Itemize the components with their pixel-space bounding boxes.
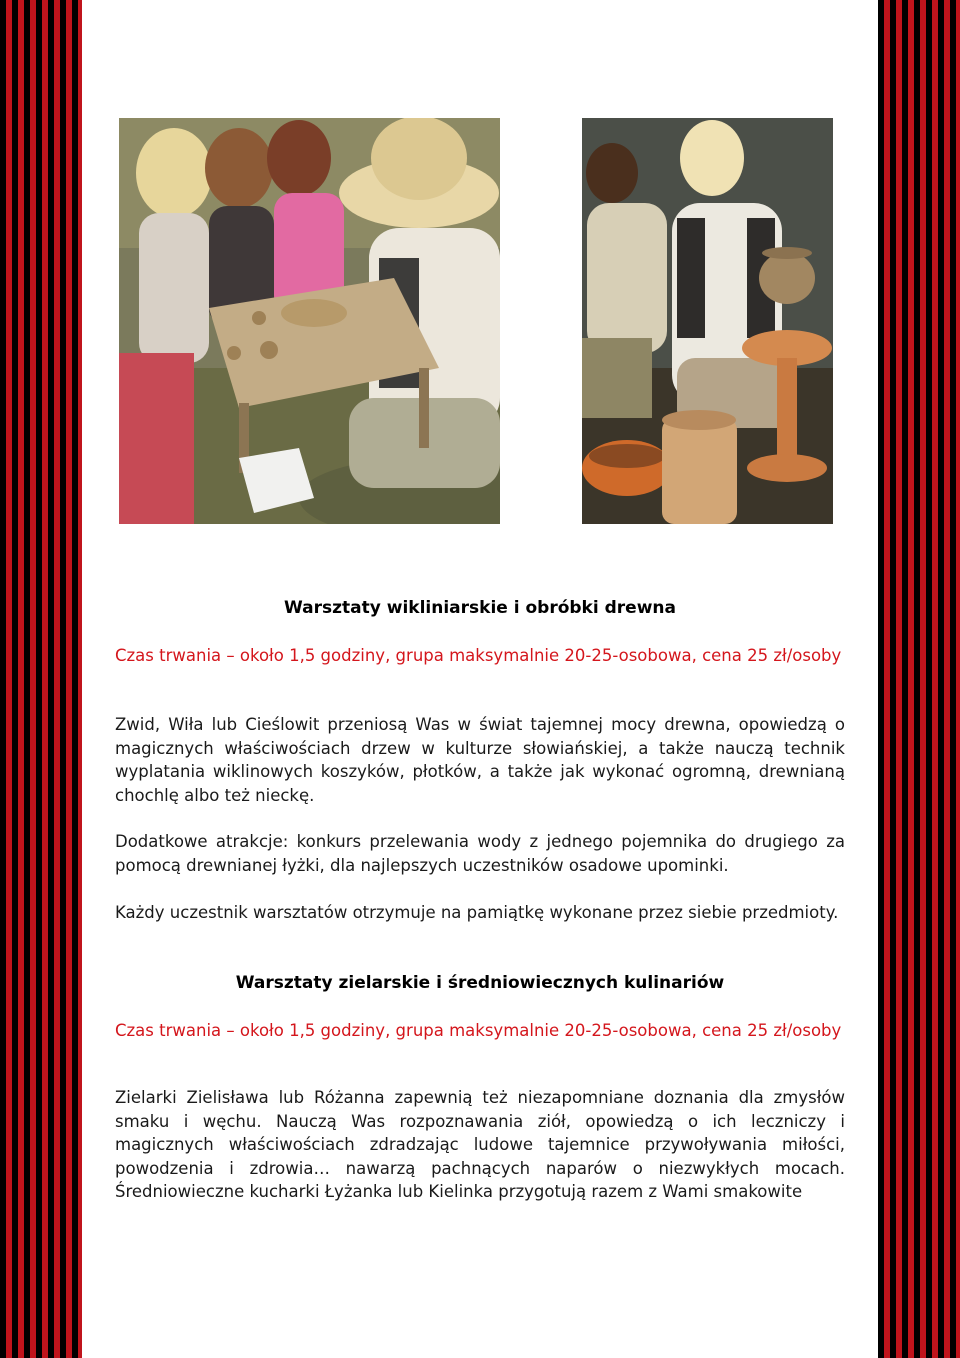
section-title-wicker-woodwork: Warsztaty wikliniarskie i obróbki drewna: [284, 598, 676, 618]
photo-pottery-wheel: [582, 118, 833, 524]
decorative-border-left: [0, 0, 82, 1358]
workshop-info-herbal: Czas trwania – około 1,5 godziny, grupa maksymalnie 20-25-osobowa, cena 25 zł/osoby: [115, 1021, 842, 1040]
workshop-description-herbal: Zielarki Zielisława lub Różanna zapewnią też niezapomniane doznania dla zmysłów smaku i węchu. Nauczą Was rozpoznawania ziół, opowiedzą o ich leczniczy i magicznych właściwościach zdradzając ludowe tajemnice przywoływania miłości, powodzenia i zdrowia… nawarzą pachnących naparów o niezwykłych mocach. Średniowieczne kucharki Łyżanka lub Kielinka przygotują razem z Wami smakowite: [115, 1088, 845, 1201]
workshop-description-wicker: Zwid, Wiła lub Cieślowit przeniosą Was w świat tajemnej mocy drewna, opowiedzą o magicznych właściwościach drzew w kulturze słowiańskiej, a także nauczą technik wyplatania wiklinowych koszyków, płotków, a także jak wykonać ogromną, drewnianą chochlę albo też nieckę.: [115, 715, 845, 805]
workshop-info-wicker: Czas trwania – około 1,5 godziny, grupa maksymalnie 20-25-osobowa, cena 25 zł/osoby: [115, 646, 842, 665]
decorative-border-right: [878, 0, 960, 1358]
workshop-extra-attractions: Dodatkowe atrakcje: konkurs przelewania wody z jednego pojemnika do drugiego za pomocą drewnianej łyżki, dla najlepszych uczestników osadowe upominki.: [115, 832, 845, 875]
workshop-souvenir-note: Każdy uczestnik warsztatów otrzymuje na pamiątkę wykonane przez siebie przedmioty.: [115, 903, 839, 922]
photo-pottery-children: [119, 118, 500, 524]
section-title-herbal-culinary: Warsztaty zielarskie i średniowiecznych kulinariów: [235, 973, 725, 993]
